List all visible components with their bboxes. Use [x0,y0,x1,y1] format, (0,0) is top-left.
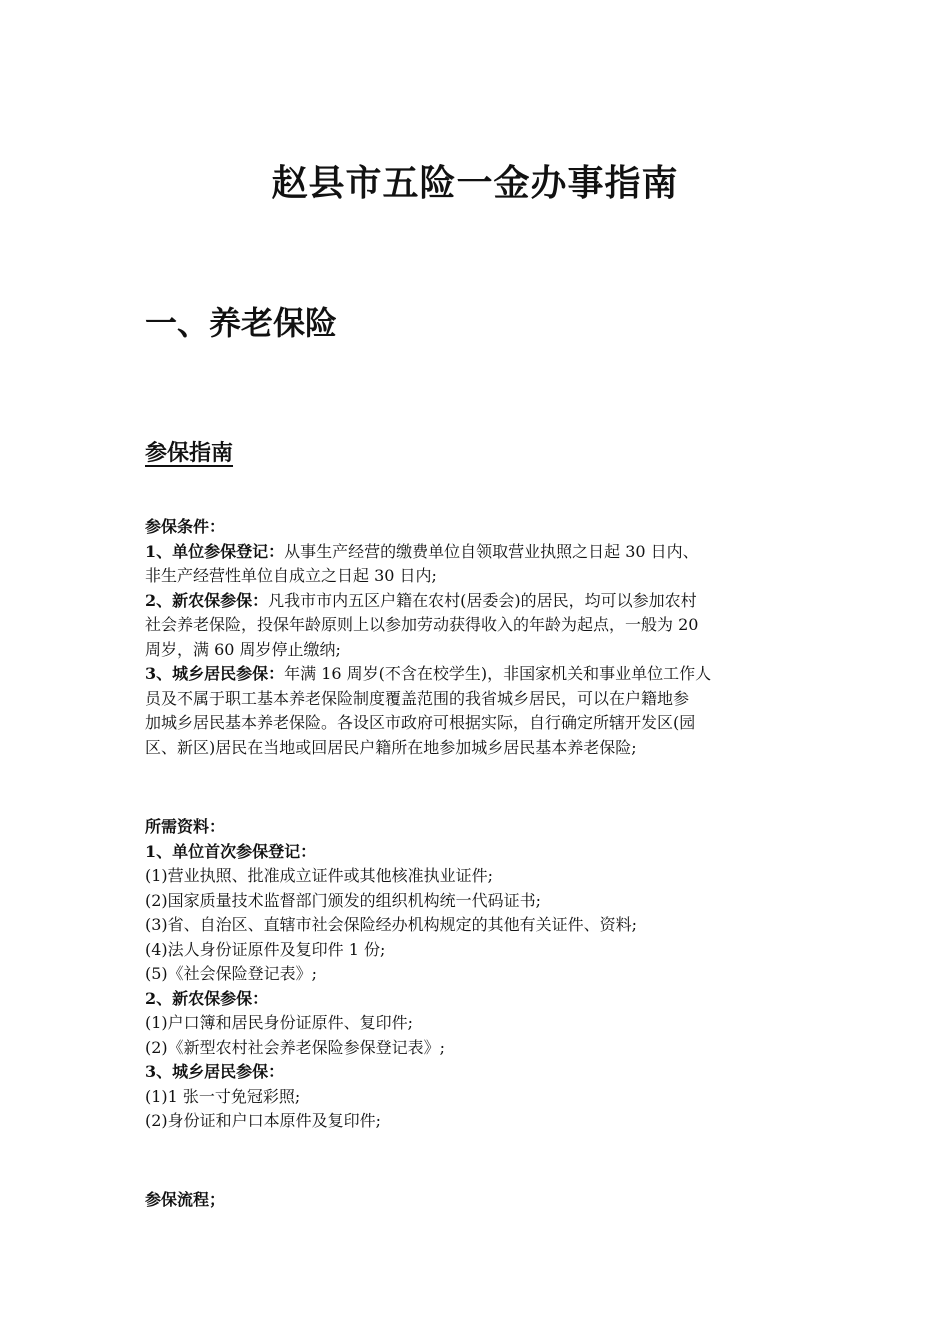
list-item: (2)身份证和户口本原件及复印件; [145,1111,382,1130]
condition-item-2 [145,589,810,614]
materials-group-1-label [145,840,810,865]
list-item: (1)1 张一寸免冠彩照; [145,1086,301,1106]
condition-item-3-text: 年满 16 周岁(不含在校学生)，非国家机关和事业单位工作人 [284,664,712,683]
condition-item-1 [145,540,810,565]
list-item: (2)《新型农村社会养老保险参保登记表》; [145,1037,446,1057]
condition-item-3-cont: 加城乡居民基本养老保险。各设区市政府可根据实际，自行确定所辖开发区(园 [145,713,696,732]
list-item: (1)户口簿和居民身份证原件、复印件; [145,1013,414,1032]
materials-group-3-label [145,1060,810,1085]
subsection-heading-guide: 参保指南 [145,440,234,466]
process-section [145,1188,810,1213]
condition-item-1-text: 从事生产经营的缴费单位自领取营业执照之日起 30 日内、 [284,541,699,561]
condition-item-2-label: 2、新农保参保： [145,590,269,610]
list-item: (1)营业执照、批准成立证件或其他核准执业证件; [145,866,494,885]
condition-item-1-label: 1、单位参保登记： [145,541,285,561]
condition-item-1-cont: 非生产经营性单位自成立之日起 30 日内; [145,566,437,585]
condition-item-2-cont: 周岁，满 60 周岁停止缴纳; [145,639,341,659]
section-heading-pension: 一、养老保险 [145,304,338,342]
condition-item-2-cont: 社会养老保险，投保年龄原则上以参加劳动获得收入的年龄为起点，一般为 20 [145,615,699,634]
materials-group-1-label-text: 1、单位首次参保登记： [145,841,317,861]
materials-section [145,815,810,1134]
document-title: 赵县市五险一金办事指南 [271,162,679,204]
list-item: (3)省、自治区、直辖市社会保险经办机构规定的其他有关证件、资料; [145,915,638,934]
list-item: (2)国家质量技术监督部门颁发的组织机构统一代码证书; [145,890,542,910]
process-heading: 参保流程； [145,1190,226,1209]
conditions-heading: 参保条件： [145,517,226,536]
list-item: (5)《社会保险登记表》; [145,964,318,983]
materials-group-3-label-text: 3、城乡居民参保： [145,1062,285,1081]
conditions-section [145,515,810,760]
condition-item-3 [145,662,810,687]
condition-item-3-cont: 员及不属于职工基本养老保险制度覆盖范围的我省城乡居民，可以在户籍地参 [145,688,690,708]
materials-heading: 所需资料： [145,817,226,836]
materials-group-2-label-text: 2、新农保参保： [145,988,269,1008]
materials-group-2-label [145,987,810,1012]
condition-item-2-text: 凡我市市内五区户籍在农村(居委会)的居民，均可以参加农村 [268,590,697,610]
list-item: (4)法人身份证原件及复印件 1 份; [145,939,386,959]
condition-item-3-cont: 区、新区)居民在当地或回居民户籍所在地参加城乡居民基本养老保险; [145,737,637,757]
condition-item-3-label: 3、城乡居民参保： [145,664,285,683]
